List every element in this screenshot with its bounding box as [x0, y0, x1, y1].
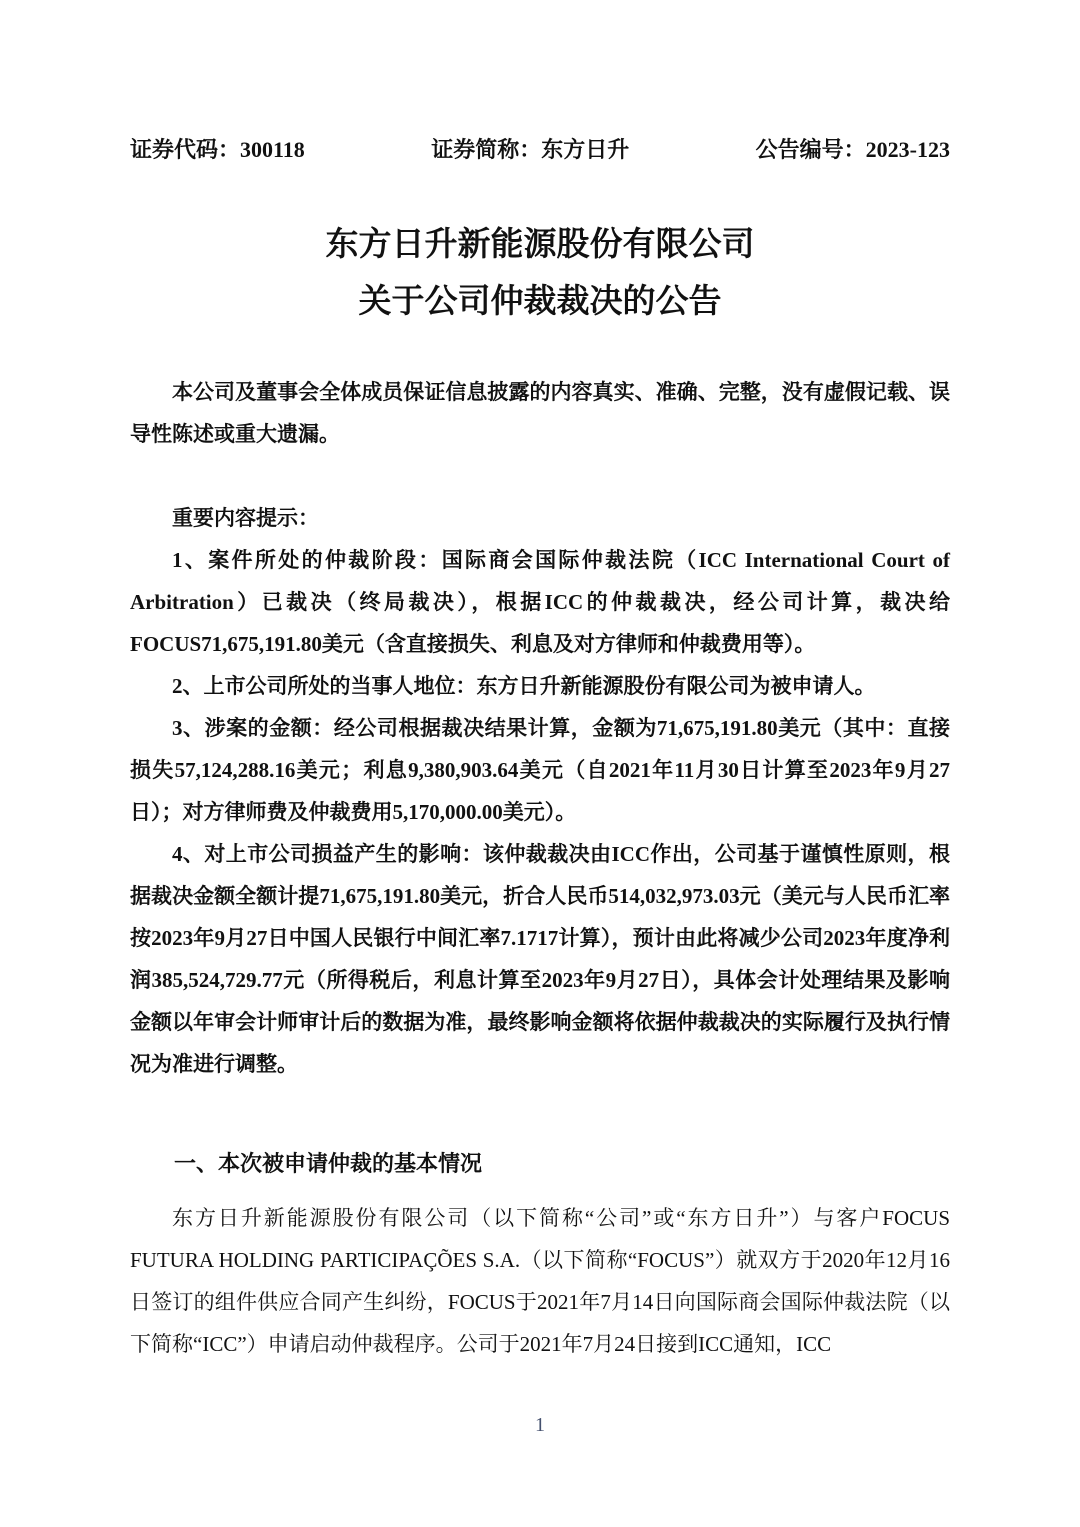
document-header: [130, 139, 950, 161]
page-number: 1: [535, 1414, 545, 1436]
integrity-statement: 本公司及董事会全体成员保证信息披露的内容真实、准确、完整，没有虚假记载、误导性陈述或重大遗漏。: [130, 380, 950, 446]
notice-item-4: 4、对上市公司损益产生的影响：该仲裁裁决由ICC作出，公司基于谨慎性原则，根据裁决金额全额计提71,675,191.80美元，折合人民币514,032,973.03元（美元与人民币汇率按2023年9月27日中国人民银行中间汇率7.1717计算），预计由此将减少公司2023年度净利润385,524,729.77元（所得税后，利息计算至2023年9月27日），具体会计处理结果及影响金额以年审会计师审计后的数据为准，最终影响金额将依据仲裁裁决的实际履行及执行情况为准进行调整。: [130, 842, 950, 1076]
notice-item-1: 1、案件所处的仲裁阶段：国际商会国际仲裁法院（ICC International Court of Arbitration）已裁决（终局裁决），根据ICC的仲裁裁决，经公司计算，裁决给FOCUS71,675,191.80美元（含直接损失、利息及对方律师和仲裁费用等）。: [130, 548, 950, 656]
announcement-title-line: 关于公司仲裁裁决的公告: [358, 284, 722, 320]
section-body-paragraph: 东方日升新能源股份有限公司（以下简称“公司”或“东方日升”）与客户FOCUS FUTURA HOLDING PARTICIPAÇÕES S.A.（以下简称“FOCUS”）就双方于2020年12月16日签订的组件供应合同产生纠纷，FOCUS于2021年7月14日向国际商会国际仲裁法院（以下简称“ICC”）申请启动仲裁程序。公司于2021年7月24日接到ICC通知，ICC: [130, 1206, 950, 1356]
notice-item-2: 2、上市公司所处的当事人地位：东方日升新能源股份有限公司为被申请人。: [172, 674, 876, 698]
section-heading-basic-situation: 一、本次被申请仲裁的基本情况: [174, 1151, 483, 1176]
stock-short-name: 证券简称：东方日升: [431, 137, 630, 162]
stock-code: 证券代码：300118: [130, 137, 305, 162]
document-title: [130, 217, 950, 331]
announcement-number: 公告编号：2023-123: [755, 137, 950, 162]
important-notice-heading: 重要内容提示：: [172, 506, 319, 530]
company-name-title-line: 东方日升新能源股份有限公司: [325, 227, 755, 263]
notice-item-3: 3、涉案的金额：经公司根据裁决结果计算，金额为71,675,191.80美元（其中：直接损失57,124,288.16美元；利息9,380,903.64美元（自2021年11月30日计算至2023年9月27日）；对方律师费及仲裁费用5,170,000.00美元）。: [130, 716, 950, 824]
